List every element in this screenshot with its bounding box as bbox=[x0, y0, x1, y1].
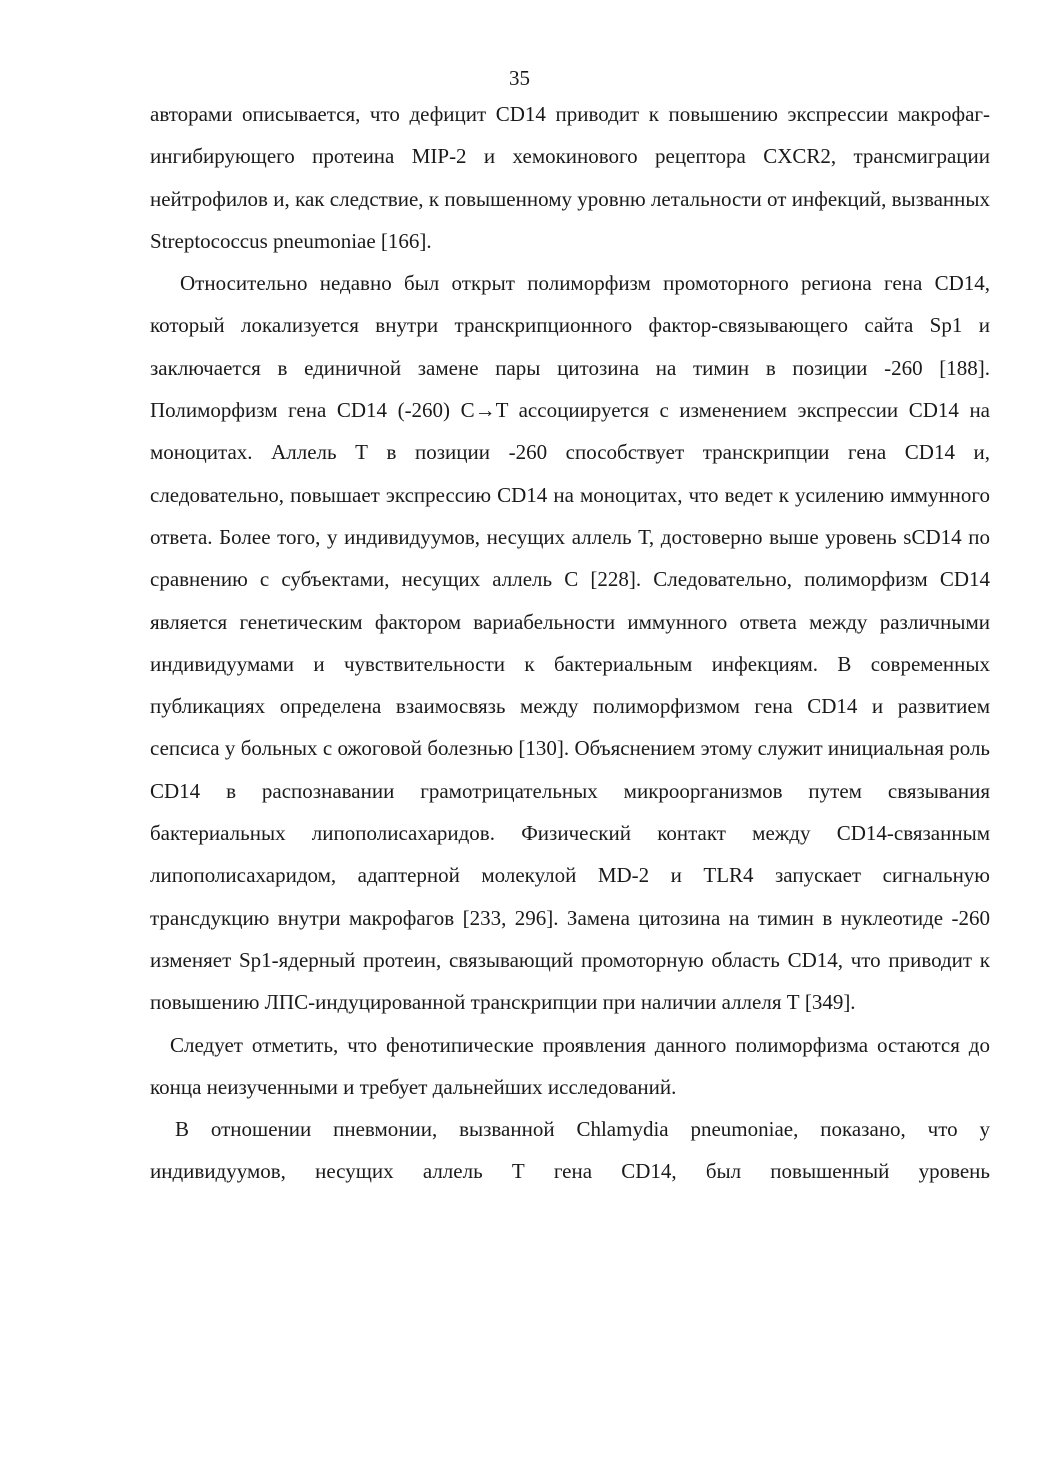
paragraph-continuation: авторами описывается, что дефицит CD14 приводит к повышению экспрессии макрофаг-ингибирующего протеина MIP-2 и хемокинового рецептора CXCR2, трансмиграции нейтрофилов и, как следствие, к повышенному уровню летальности от инфекций, вызванных Streptococcus pneumoniae [166]. bbox=[150, 102, 990, 253]
page-number: 35 bbox=[509, 66, 530, 90]
paragraph-cd14-polymorphism: Относительно недавно был открыт полиморфизм промоторного региона гена CD14, который локализуется внутри транскрипционного фактор-связывающего сайта Sp1 и заключается в единичной замене пары цитозина на тимин в позиции -260 [188]. Полиморфизм гена CD14 (-260) C→T ассоциируется с изменением экспрессии CD14 на моноцитах. Аллель Т в позиции -260 способствует транскрипции гена CD14 и, следовательно, повышает экспрессию CD14 на моноцитах, что ведет к усилению иммунного ответа. Более того, у индивидуумов, несущих аллель Т, достоверно выше уровень sCD14 по сравнению с субъектами, несущих аллель С [228]. Следовательно, полиморфизм CD14 является генетическим фактором вариабельности иммунного ответа между различными индивидуумами и чувствительности к бактериальным инфекциям. В современных публикациях определена взаимосвязь между полиморфизмом гена CD14 и развитием сепсиса у больных с ожоговой болезнью [130]. Объяснением этому служит инициальная роль CD14 в распознавании грамотрицательных микроорганизмов путем связывания бактериальных липополисахаридов. Физический контакт между CD14-связанным липополисахаридом, адаптерной молекулой MD-2 и TLR4 запускает сигнальную трансдукцию внутри макрофагов [233, 296]. Замена цитозина на тимин в нуклеотиде -260 изменяет Sp1-ядерный протеин, связывающий промоторную область CD14, что приводит к повышению ЛПС-индуцированной транскрипции при наличии аллеля Т [349]. bbox=[150, 271, 990, 1015]
paragraph-chlamydia: В отношении пневмонии, вызванной Chlamydia pneumoniae, показано, что у индивидуумов, несущих аллель Т гена CD14, был повышенный уровень bbox=[150, 1117, 990, 1184]
paragraph-phenotype-note: Следует отметить, что фенотипические проявления данного полиморфизма остаются до конца неизученными и требует дальнейших исследований. bbox=[150, 1032, 990, 1099]
body-text bbox=[150, 93, 990, 1193]
